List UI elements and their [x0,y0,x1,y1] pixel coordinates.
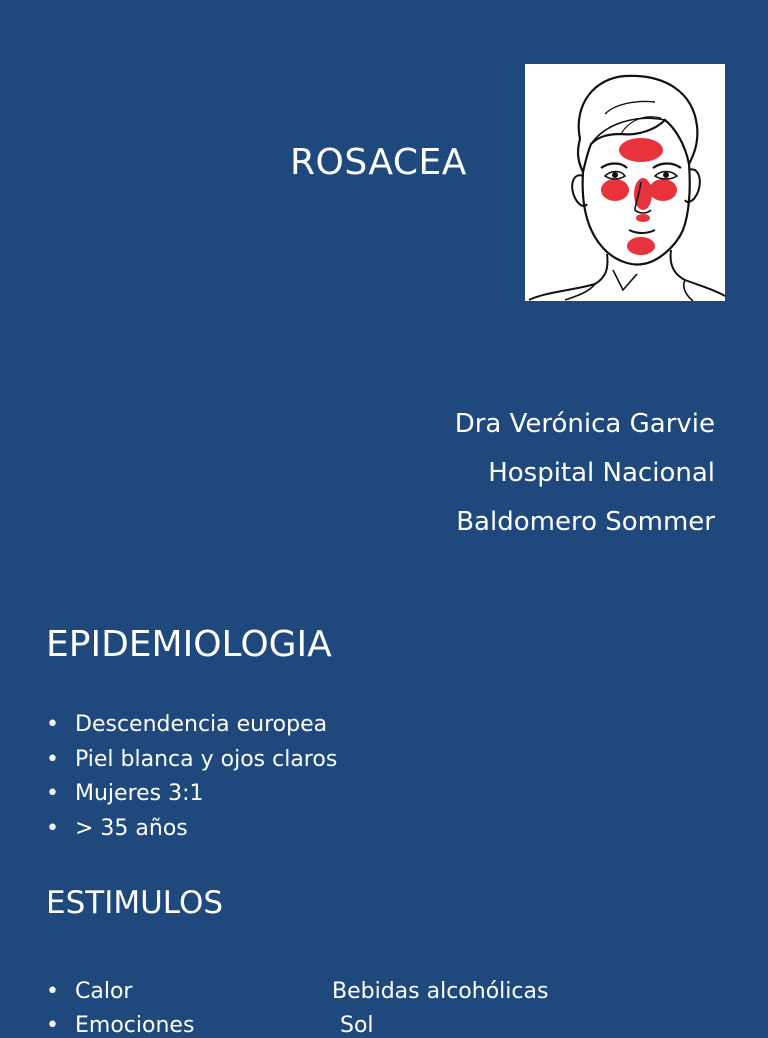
list-item-text: Descendencia europea [75,712,328,737]
list-item [46,708,337,743]
rosacea-face-illustration [525,64,725,301]
list-item-text: Mujeres 3:1 [75,781,204,806]
epidemiology-list [46,708,337,846]
stimuli-left-item [46,1013,194,1038]
bullet-icon: • [46,781,59,806]
author-block [455,400,715,547]
stimuli-left-text: Calor [75,979,133,1004]
bullet-icon: • [46,815,59,841]
institution-line-2: Baldomero Sommer [456,507,715,537]
stimuli-left-item [46,979,132,1004]
bullet-icon: • [46,979,59,1004]
list-item-text: Piel blanca y ojos claros [75,746,338,772]
epidemiology-heading: EPIDEMIOLOGIA [46,624,332,665]
bullet-icon: • [46,746,59,772]
slide-title: ROSACEA [290,142,467,183]
list-item [46,812,337,847]
institution-line-1: Hospital Nacional [488,458,715,488]
bullet-icon: • [46,1013,59,1038]
stimuli-right-item: Bebidas alcohólicas [332,979,549,1004]
list-item-text: > 35 años [75,815,188,841]
stimuli-left-text: Emociones [75,1013,195,1038]
stimuli-right-item: Sol [340,1013,374,1038]
face-drawing [525,64,725,301]
list-item [46,777,337,812]
author-name: Dra Verónica Garvie [454,409,715,439]
list-item [46,743,337,778]
bullet-icon: • [46,712,59,737]
stimuli-heading: ESTIMULOS [46,885,224,921]
